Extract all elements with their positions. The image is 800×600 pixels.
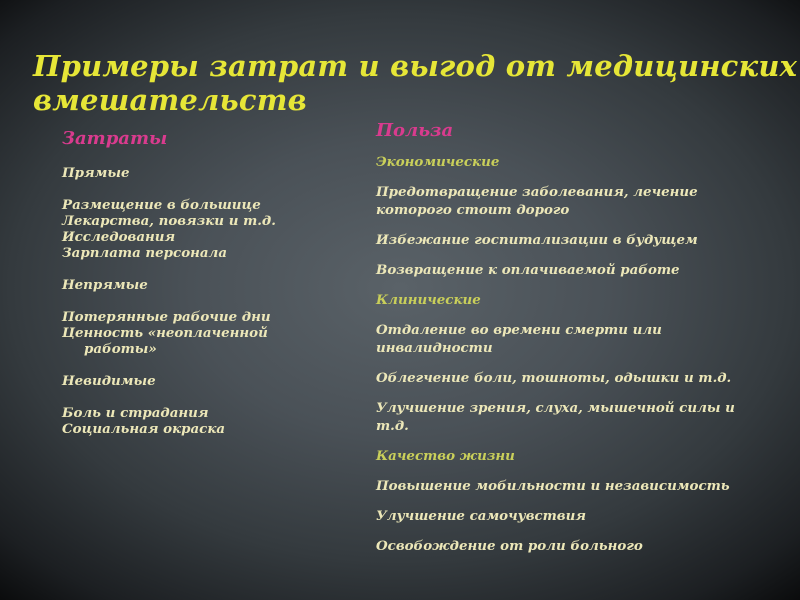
economic-benefit-item: Предотвращение заболевания, лечение которого стоит дорого (376, 184, 698, 218)
costs-column (62, 120, 352, 437)
slide-title-line-2: вмешательств (33, 82, 307, 117)
economic-benefit-item: Возвращение к оплачиваемой работе (376, 262, 680, 278)
direct-cost-item: Размещение в большице (62, 197, 261, 213)
indirect-cost-item: Потерянные рабочие дни (62, 309, 271, 325)
direct-costs-label: Прямые (62, 165, 130, 181)
quality-benefit-item: Улучшение самочувствия (376, 508, 586, 524)
clinical-benefit-item: Отдаление во времени смерти или инвалидности (376, 322, 662, 356)
benefits-column (376, 116, 751, 555)
invisible-cost-item: Социальная окраска (62, 421, 226, 437)
benefits-heading: Польза (376, 120, 454, 141)
direct-cost-item: Лекарства, повязки и т.д. (62, 213, 276, 229)
quality-of-life-label: Качество жизни (376, 448, 515, 464)
direct-cost-item: Исследования (62, 229, 176, 245)
invisible-costs-label: Невидимые (62, 373, 156, 389)
costs-heading: Затраты (62, 128, 168, 149)
indirect-cost-item: Ценность «неоплаченной (62, 325, 268, 341)
clinical-benefit-item: Облегчение боли, тошноты, одышки и т.д. (376, 370, 732, 386)
direct-cost-item: Зарплата персонала (62, 245, 228, 261)
economic-benefit-item: Избежание госпитализации в будущем (376, 232, 698, 248)
indirect-costs-label: Непрямые (62, 277, 148, 293)
clinical-benefit-item: Улучшение зрения, слуха, мышечной силы и т.д. (376, 400, 735, 434)
quality-benefit-item: Освобождение от роли больного (376, 538, 643, 554)
invisible-cost-item: Боль и страдания (62, 405, 209, 421)
slide-title (33, 49, 798, 117)
slide-title-line-1: Примеры затрат и выгод от медицинских (33, 49, 798, 83)
economic-benefits-label: Экономические (376, 154, 500, 170)
quality-benefit-item: Повышение мобильности и независимость (376, 478, 730, 494)
clinical-benefits-label: Клинические (376, 292, 481, 308)
indirect-cost-item-continuation: работы» (84, 341, 157, 357)
